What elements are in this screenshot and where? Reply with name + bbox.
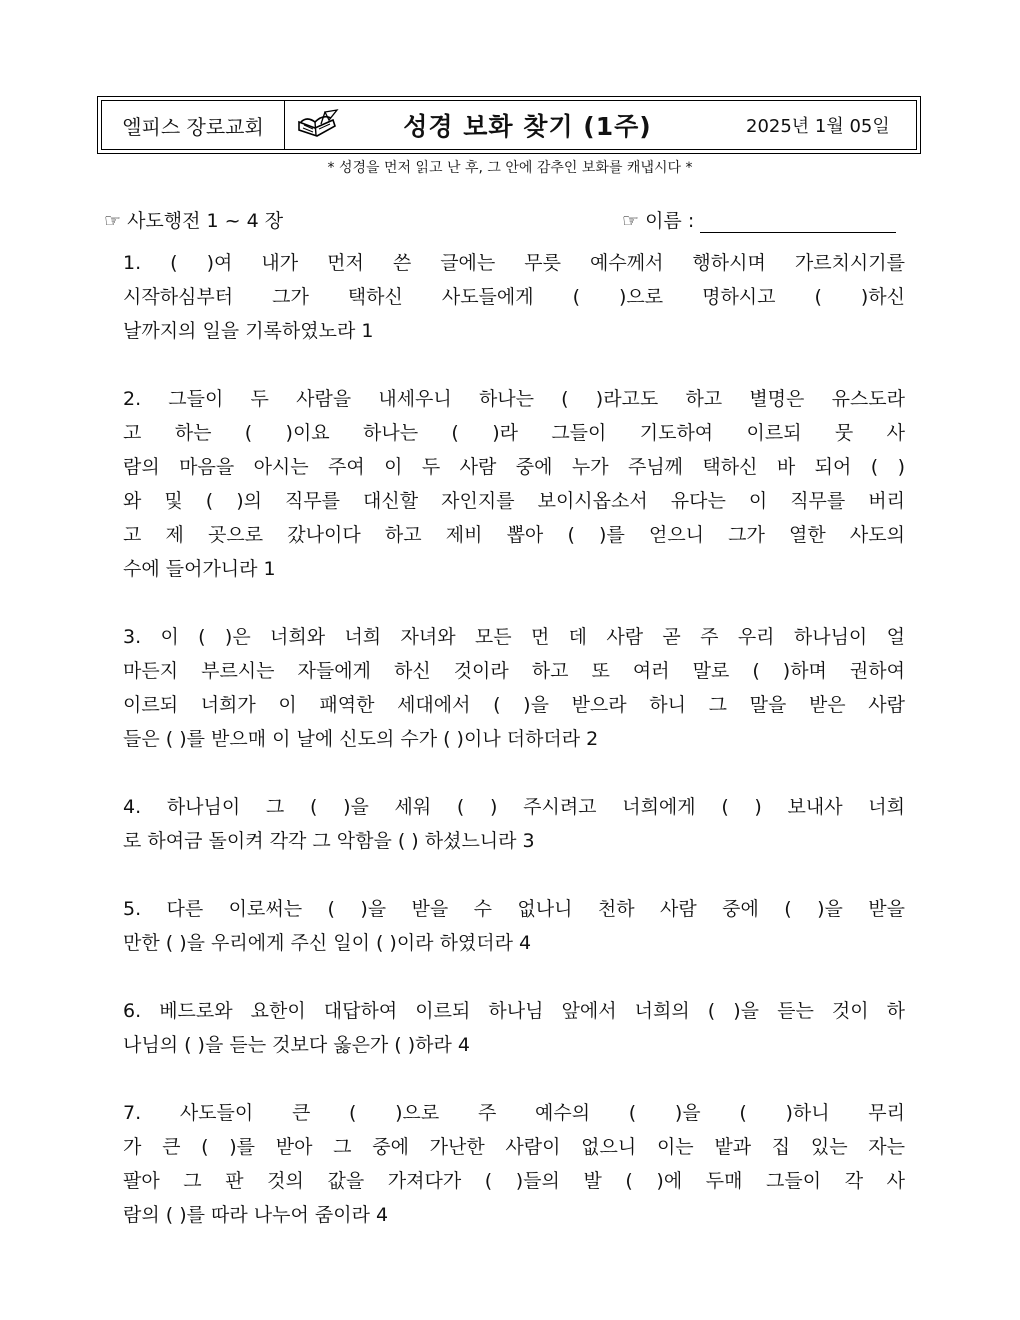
- question-line: 만한 ( )을 우리에게 주신 일이 ( )이라 하였더라 4: [123, 932, 532, 954]
- question-7: [123, 1096, 905, 1232]
- instruction-subtitle: * 성경을 먼저 읽고 난 후, 그 안에 감추인 보화를 캐냅시다 *: [327, 160, 693, 176]
- question-line: 1. ( )여 내가 먼저 쓴 글에는 무릇 예수께서 행하시며 가르치시기를: [123, 252, 905, 274]
- question-2: [123, 382, 905, 586]
- open-book-with-quill-icon: [285, 108, 349, 142]
- page-title: 성경 보화 찾기 (1주): [403, 112, 652, 141]
- worksheet-header: [97, 96, 921, 154]
- question-1: [123, 246, 905, 348]
- name-label: ☞ 이름 :: [622, 210, 695, 232]
- question-line: 날까지의 일을 기록하였노라 1: [123, 320, 374, 342]
- question-line: 3. 이 ( )은 너희와 너희 자녀와 모든 먼 데 사람 곧 주 우리 하나님이 얼: [123, 626, 905, 648]
- question-line: 나님의 ( )을 듣는 것보다 옳은가 ( )하라 4: [123, 1034, 471, 1056]
- question-line: 시작하심부터 그가 택하신 사도들에게 ( )으로 명하시고 ( )하신: [123, 286, 905, 308]
- question-line: 2. 그들이 두 사람을 내세우니 하나는 ( )라고도 하고 별명은 유스도라: [123, 388, 905, 410]
- question-line: 가 큰 ( )를 받아 그 중에 가난한 사람이 없으니 이는 밭과 집 있는 자는: [123, 1136, 905, 1158]
- question-line: 람의 ( )를 따라 나누어 줌이라 4: [123, 1204, 389, 1226]
- question-6: [123, 994, 905, 1062]
- question-line: 7. 사도들이 큰 ( )으로 주 예수의 ( )을 ( )하니 무리: [123, 1102, 905, 1124]
- question-line: 와 및 ( )의 직무를 대신할 자인지를 보이시옵소서 유다는 이 직무를 버리: [123, 490, 905, 512]
- question-line: 5. 다른 이로써는 ( )을 받을 수 없나니 천하 사람 중에 ( )을 받을: [123, 898, 905, 920]
- question-line: 고 하는 ( )이요 하나는 ( )라 그들이 기도하여 이르되 뭇 사: [123, 422, 905, 444]
- question-line: 팔아 그 판 것의 값을 가져다가 ( )들의 발 ( )에 두매 그들이 각 사: [123, 1170, 905, 1192]
- question-line: 마든지 부르시는 자들에게 하신 것이라 하고 또 여러 말로 ( )하며 권하여: [123, 660, 905, 682]
- header-inner-frame: [101, 100, 917, 150]
- question-line: 이르되 너희가 이 패역한 세대에서 ( )을 받으라 하니 그 말을 받은 사람: [123, 694, 905, 716]
- name-field: [622, 206, 896, 233]
- church-name: 엘피스 장로교회: [102, 101, 285, 149]
- question-line: 4. 하나님이 그 ( )을 세워 ( ) 주시려고 너희에게 ( ) 보내사 너희: [123, 796, 905, 818]
- chapter-range: ☞ 사도행전 1 ~ 4 장: [104, 210, 284, 232]
- name-blank-line[interactable]: [700, 212, 896, 233]
- question-line: 로 하여금 돌이켜 각각 그 악함을 ( ) 하셨느니라 3: [123, 830, 535, 852]
- question-line: 들은 ( )를 받으매 이 날에 신도의 수가 ( )이나 더하더라 2: [123, 728, 599, 750]
- question-4: [123, 790, 905, 858]
- question-line: 고 제 곳으로 갔나이다 하고 제비 뽑아 ( )를 얻으니 그가 열한 사도의: [123, 524, 905, 546]
- question-line: 6. 베드로와 요한이 대답하여 이르되 하나님 앞에서 너희의 ( )을 듣는 것이 하: [123, 1000, 905, 1022]
- question-5: [123, 892, 905, 960]
- question-3: [123, 620, 905, 756]
- question-line: 람의 마음을 아시는 주여 이 두 사람 중에 누가 주님께 택하신 바 되어 ( ): [123, 456, 905, 478]
- worksheet-date: 2025년 1월 05일: [746, 116, 890, 137]
- question-line: 수에 들어가니라 1: [123, 558, 276, 580]
